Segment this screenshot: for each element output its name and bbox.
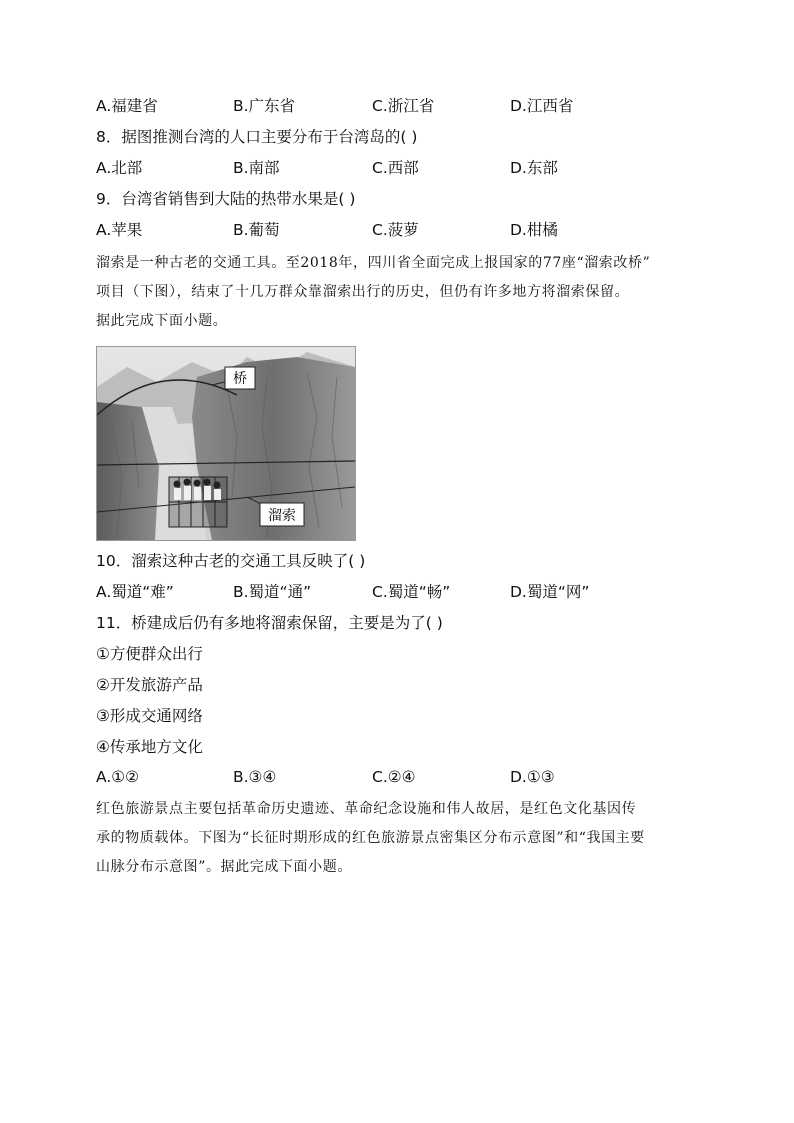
passage-line: 承的物质载体。下图为“长征时期形成的红色旅游景点密集区分布示意图”和“我国主要 xyxy=(96,830,645,846)
passage-line: 溜索是一种古老的交通工具。至2018年，四川省全面完成上报国家的77座“溜索改桥” xyxy=(96,255,651,271)
q11-option-d[interactable]: D.①③ xyxy=(510,768,555,786)
q7-option-c[interactable]: C.浙江省 xyxy=(372,97,435,115)
q11-option-a[interactable]: A.①② xyxy=(96,768,140,786)
q9-option-a[interactable]: A.苹果 xyxy=(96,221,143,239)
q8-option-c[interactable]: C.西部 xyxy=(372,159,419,177)
q11-item-2: ②开发旅游产品 xyxy=(96,676,203,694)
q8-option-b[interactable]: B.南部 xyxy=(233,159,280,177)
q10-option-b[interactable]: B.蜀道“通” xyxy=(233,583,312,601)
passage-line: 山脉分布示意图”。据此完成下面小题。 xyxy=(96,859,352,875)
q8-stem: 8．据图推测台湾的人口主要分布于台湾岛的( ) xyxy=(96,128,418,146)
q8-option-a[interactable]: A.北部 xyxy=(96,159,143,177)
q9-option-d[interactable]: D.柑橘 xyxy=(510,221,558,239)
q7-option-b[interactable]: B.广东省 xyxy=(233,97,296,115)
q11-item-3: ③形成交通网络 xyxy=(96,707,203,725)
passage-red-tourism xyxy=(96,795,702,882)
q9-stem: 9．台湾省销售到大陆的热带水果是( ) xyxy=(96,190,356,208)
q11-item-4: ④传承地方文化 xyxy=(96,738,203,756)
zipline-cage xyxy=(169,477,227,527)
label-bridge: 桥 xyxy=(233,371,247,387)
passage-line: 红色旅游景点主要包括革命历史遗迹、革命纪念设施和伟人故居，是红色文化基因传 xyxy=(96,801,637,817)
passage-zipline xyxy=(96,249,702,336)
q7-option-d[interactable]: D.江西省 xyxy=(510,97,574,115)
q10-stem: 10．溜索这种古老的交通工具反映了( ) xyxy=(96,552,366,570)
q7-option-a[interactable]: A.福建省 xyxy=(96,97,158,115)
q11-option-c[interactable]: C.②④ xyxy=(372,768,416,786)
q9-option-c[interactable]: C.菠萝 xyxy=(372,221,419,239)
q8-option-d[interactable]: D.东部 xyxy=(510,159,558,177)
q10-option-a[interactable]: A.蜀道“难” xyxy=(96,583,174,601)
passage-line: 据此完成下面小题。 xyxy=(96,313,228,329)
q11-option-b[interactable]: B.③④ xyxy=(233,768,277,786)
q11-stem: 11．桥建成后仍有多地将溜索保留，主要是为了( ) xyxy=(96,614,443,632)
label-zipline: 溜索 xyxy=(268,508,296,524)
q9-option-b[interactable]: B.葡萄 xyxy=(233,221,280,239)
q11-item-1: ①方便群众出行 xyxy=(96,645,203,663)
zipline-photo xyxy=(96,346,356,541)
q10-option-d[interactable]: D.蜀道“网” xyxy=(510,583,590,601)
q10-option-c[interactable]: C.蜀道“畅” xyxy=(372,583,451,601)
passage-line: 项目（下图），结束了十几万群众靠溜索出行的历史，但仍有许多地方将溜索保留。 xyxy=(96,284,630,300)
